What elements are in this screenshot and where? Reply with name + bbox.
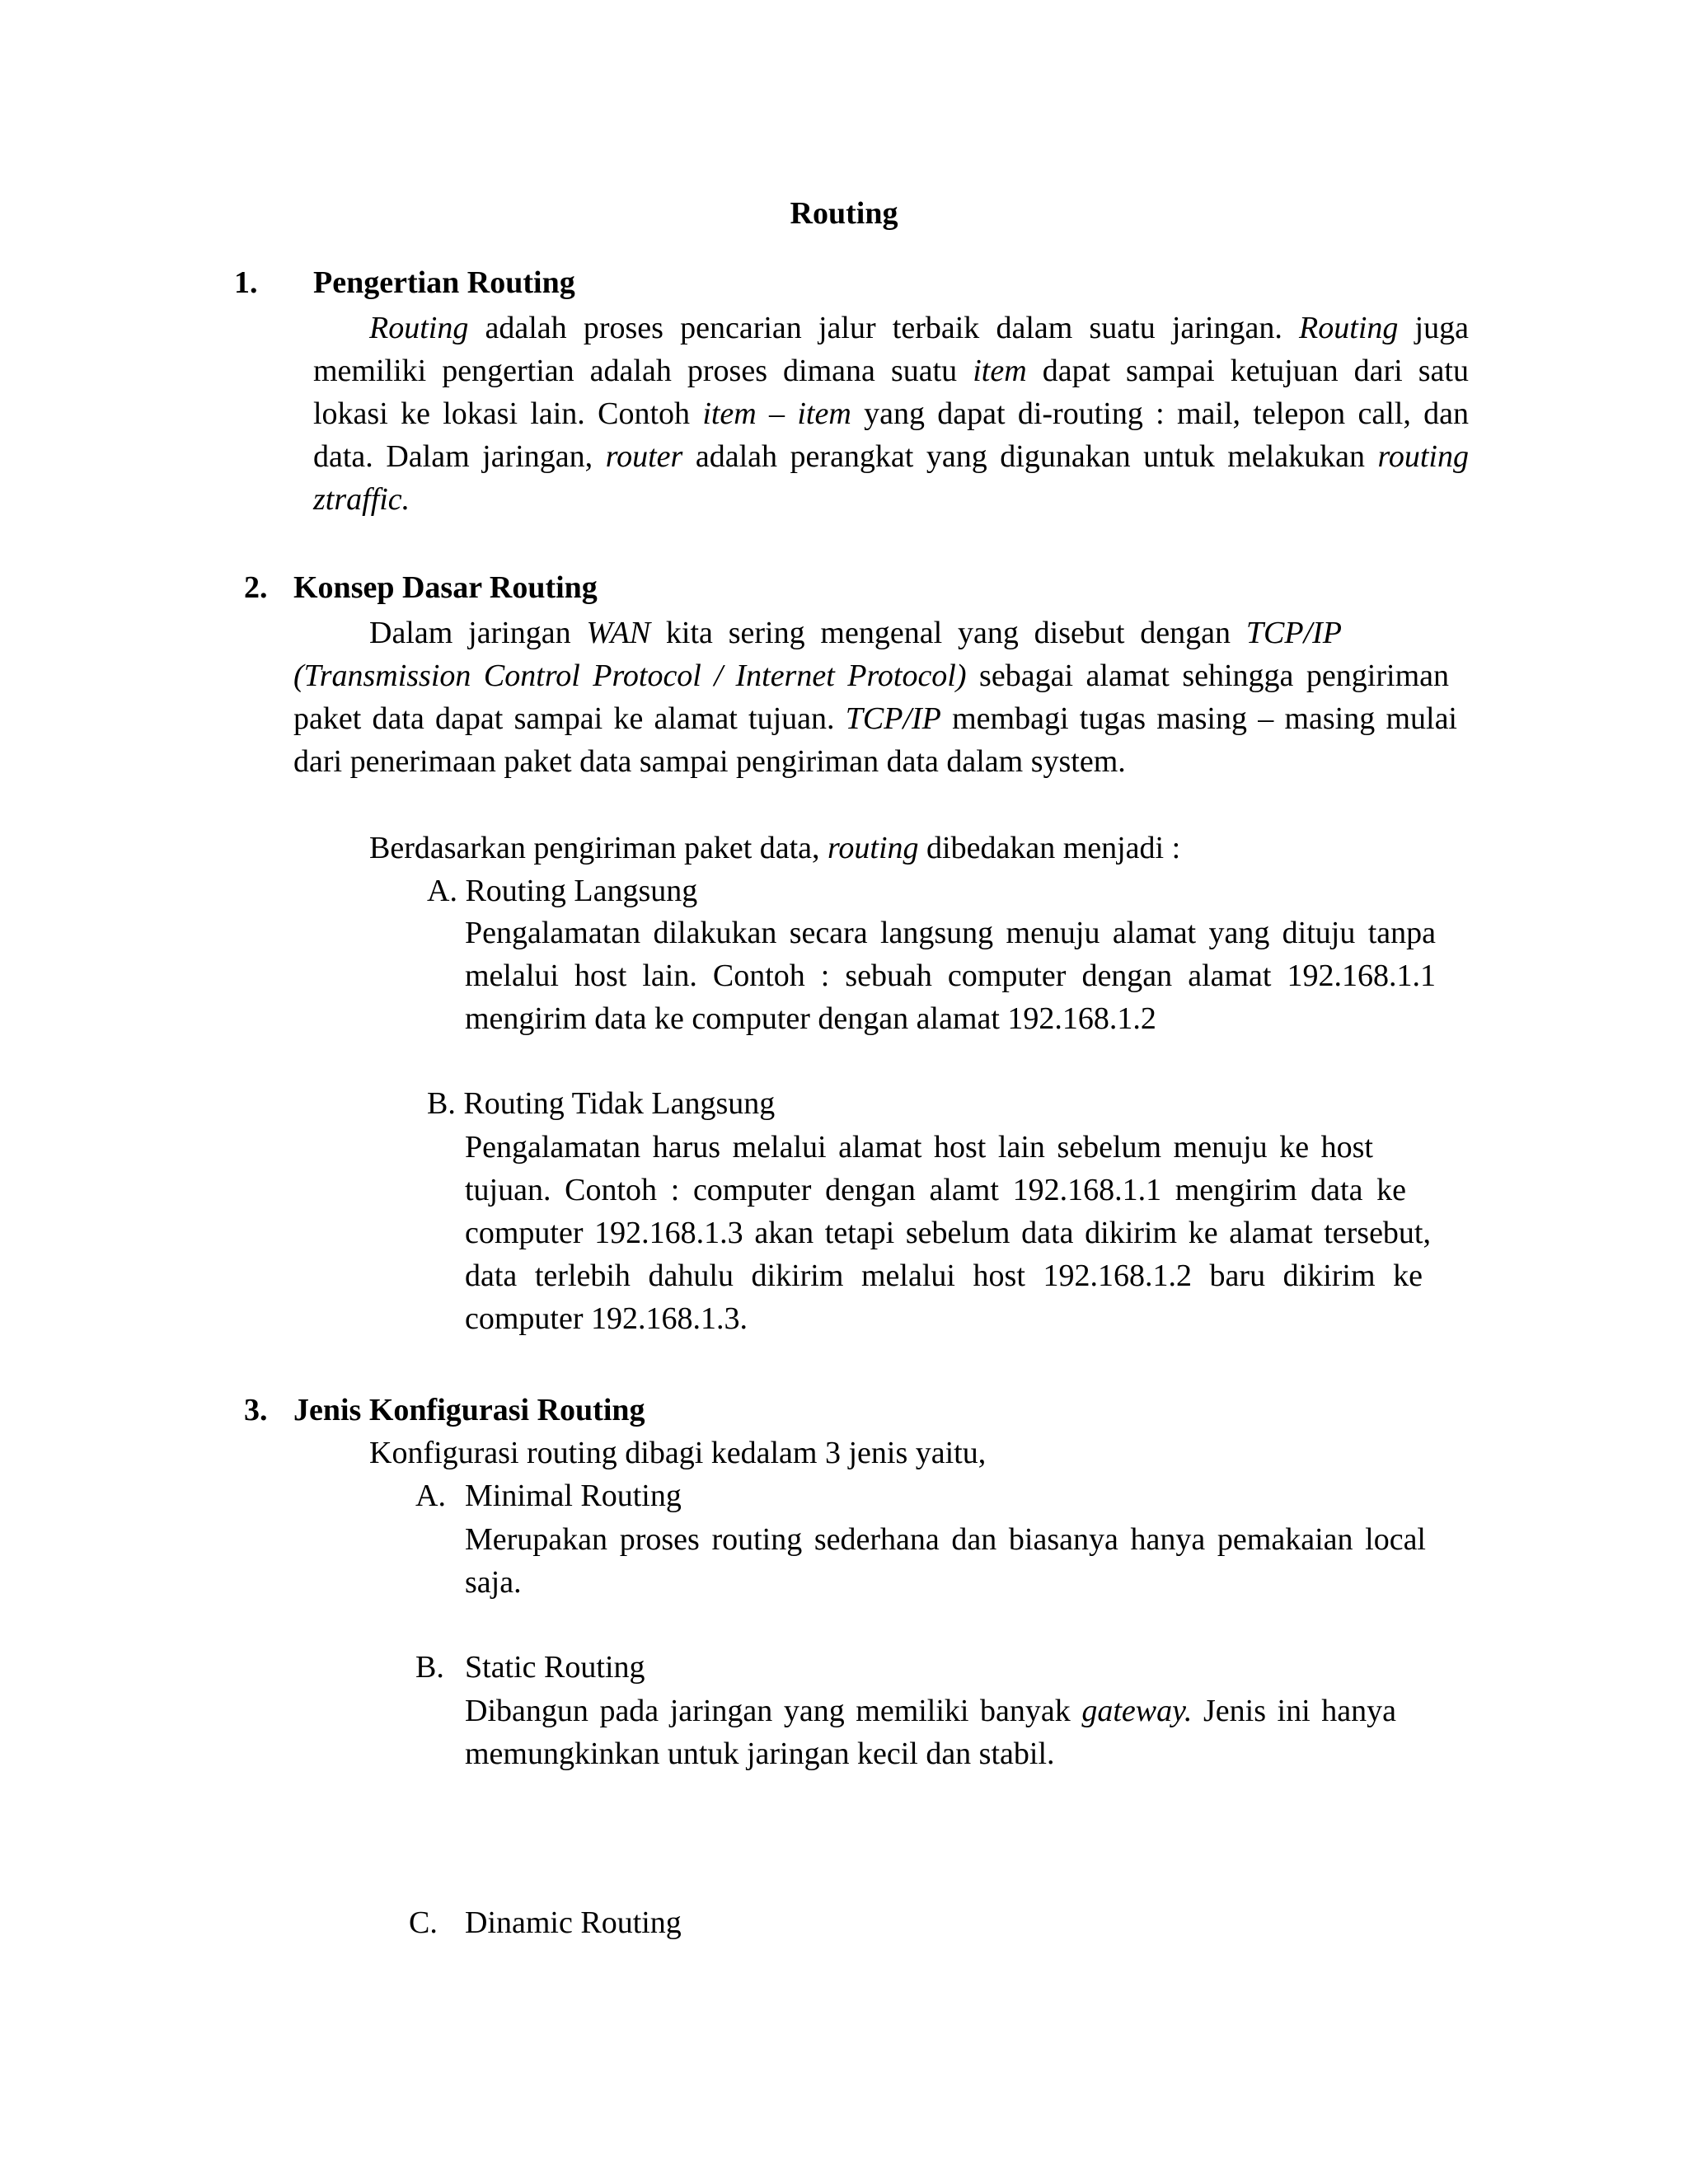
- section-3-number: 3.: [244, 1393, 268, 1427]
- text-run: yang dapat di-routing : mail, telepon call, dan: [851, 396, 1470, 431]
- text-run: lokasi ke lokasi lain. Contoh: [313, 396, 703, 431]
- rich-line: [313, 478, 1469, 521]
- section-1-paragraph: [313, 307, 1469, 521]
- text-run: Dibangun pada jaringan yang memiliki banyak: [465, 1694, 1082, 1728]
- text-line: Pengalamatan dilakukan secara langsung menuju alamat yang dituju tanpa: [465, 916, 1436, 950]
- text-run: item – item: [702, 396, 851, 431]
- text-run: Dalam jaringan: [369, 616, 587, 650]
- rich-line: [293, 740, 1457, 783]
- section-2-number: 2.: [244, 570, 268, 605]
- text-run: Routing: [369, 311, 469, 345]
- text-run: item: [973, 354, 1027, 388]
- section-3-heading: Jenis Konfigurasi Routing: [293, 1393, 645, 1427]
- section-3-item-c-letter: C.: [409, 1905, 438, 1940]
- text-run: (Transmission Control Protocol / Internet Protocol): [293, 658, 967, 693]
- text-run: sebagai alamat sehingga pengiriman: [966, 658, 1449, 693]
- text-line: saja.: [465, 1565, 522, 1600]
- text-run: memungkinkan untuk jaringan kecil dan stabil.: [465, 1736, 1055, 1771]
- section-3-item-a-body: [465, 1518, 1426, 1604]
- section-3-intro: Konfigurasi routing dibagi kedalam 3 jenis yaitu,: [369, 1436, 987, 1470]
- text-run: adalah perangkat yang digunakan untuk melakukan: [682, 439, 1378, 474]
- text-run: dibedakan menjadi :: [918, 831, 1181, 865]
- text-run: routing: [828, 831, 919, 865]
- text-line: tujuan. Contoh : computer dengan alamt 192.168.1.1 mengirim data ke: [465, 1173, 1406, 1207]
- text-run: routing: [1377, 439, 1469, 474]
- rich-line: [313, 435, 1469, 478]
- text-run: membagi tugas masing – masing mulai: [940, 701, 1457, 736]
- rich-line: [313, 307, 1469, 349]
- text-run: juga: [1398, 311, 1469, 345]
- rich-line: [313, 349, 1469, 392]
- section-2-heading: Konsep Dasar Routing: [293, 570, 598, 605]
- section-3-item-a-letter: A.: [415, 1479, 446, 1513]
- section-2-paragraph: [293, 612, 1457, 783]
- text-line: mengirim data ke computer dengan alamat 192.168.1.2: [465, 1001, 1156, 1036]
- text-run: Routing: [1299, 311, 1399, 345]
- text-run: Jenis ini hanya: [1192, 1694, 1396, 1728]
- section-2-item-a-body: [465, 912, 1436, 1040]
- page-title: Routing: [790, 196, 898, 231]
- text-run: router: [605, 439, 683, 474]
- section-2-item-b-label: B. Routing Tidak Langsung: [427, 1086, 776, 1121]
- text-run: TCP/IP: [845, 701, 941, 736]
- text-line: computer 192.168.1.3.: [465, 1301, 748, 1336]
- rich-line: [465, 1732, 1396, 1775]
- text-run: kita sering mengenal yang disebut dengan: [650, 616, 1246, 650]
- text-run: paket data dapat sampai ke alamat tujuan.: [293, 701, 846, 736]
- text-line: Merupakan proses routing sederhana dan biasanya hanya pemakaian local: [465, 1522, 1426, 1557]
- rich-line: [313, 392, 1469, 435]
- section-1-heading: Pengertian Routing: [313, 265, 575, 300]
- section-2-item-a-label: A. Routing Langsung: [427, 874, 698, 908]
- rich-line: [293, 612, 1342, 654]
- section-3-item-b-body: [465, 1690, 1396, 1775]
- rich-line: [293, 697, 1457, 740]
- text-run: gateway.: [1081, 1694, 1193, 1728]
- text-run: ztraffic.: [313, 482, 410, 517]
- text-line: melalui host lain. Contoh : sebuah computer dengan alamat 192.168.1.1: [465, 958, 1436, 993]
- rich-line: [293, 654, 1449, 697]
- text-run: dari penerimaan paket data sampai pengiriman data dalam system.: [293, 744, 1126, 779]
- text-run: data. Dalam jaringan,: [313, 439, 606, 474]
- text-run: Berdasarkan pengiriman paket data,: [369, 831, 828, 865]
- text-run: WAN: [586, 616, 651, 650]
- text-line: computer 192.168.1.3 akan tetapi sebelum data dikirim ke alamat tersebut,: [465, 1216, 1431, 1250]
- rich-line: [465, 1690, 1396, 1732]
- section-2-item-b-body: [465, 1126, 1431, 1340]
- text-line: Pengalamatan harus melalui alamat host lain sebelum menuju ke host: [465, 1130, 1373, 1165]
- text-run: adalah proses pencarian jalur terbaik dalam suatu jaringan.: [468, 311, 1300, 345]
- section-3-item-a-label: Minimal Routing: [465, 1479, 682, 1513]
- text-run: dapat sampai ketujuan dari satu: [1026, 354, 1469, 388]
- section-1-number: 1.: [234, 265, 258, 300]
- text-run: TCP/IP: [1245, 616, 1342, 650]
- section-3-item-b-label: Static Routing: [465, 1650, 645, 1685]
- section-3-item-b-letter: B.: [415, 1650, 444, 1685]
- text-line: data terlebih dahulu dikirim melalui host 192.168.1.2 baru dikirim ke: [465, 1258, 1423, 1293]
- section-3-item-c-label: Dinamic Routing: [465, 1905, 682, 1940]
- section-2-intro: [369, 827, 1180, 869]
- text-run: memiliki pengertian adalah proses dimana suatu: [313, 354, 973, 388]
